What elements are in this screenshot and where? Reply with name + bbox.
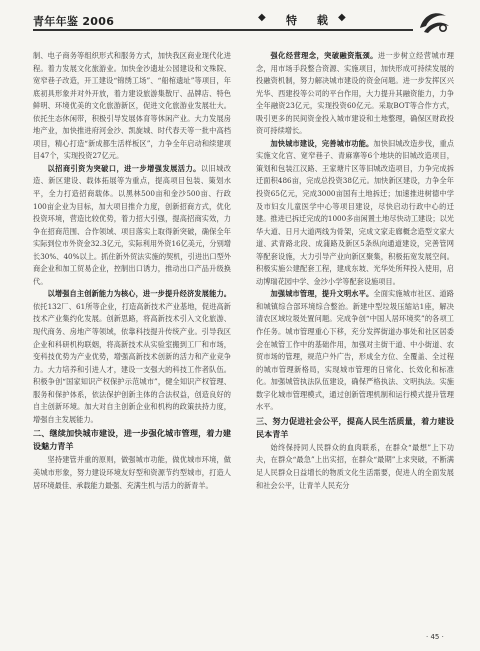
yearbook-title: 青年年鉴 2006 <box>33 15 115 28</box>
paragraph-body: 全面实施城市社区、道路和城镇综合部环境综合整治。新建中型垃圾压缩站1座，解决清农区域垃圾处置问题。完成争创“中国人居环境奖”的各项工作任务。城市管理重心下移，充分发挥街道办事处和社区居委会在城管工作中的基础作用，加强对主街干道、中小街道、农贸市场的管理，规范户外广告，形成全方位、全覆盖、全过程的城市管理新格局，实现城市管理的日常化、长效化和标准化。加强城管执法队伍建设，确保严格执法、文明执法。实施数字化城市管理模式，通过创新管理机制和运行模式提升管理水平。 <box>256 289 454 412</box>
diamond-left-icon: ◆ <box>258 12 266 23</box>
paragraph <box>33 288 231 426</box>
section-heading: 三、努力促进社会公平，提高人民生活质量，着力建设民本青羊 <box>256 415 454 439</box>
paragraph-body: 以旧城改造、新区建设、载体拓展等为重点，提高项目包装、策划水平，全力打造招商载体。以黑林500亩和金沙500亩、行政100亩企业为目标，加大项目推介力度，创新招商方式，优化投资环境，营造比较优势，着力招大引强，提高招商实效，力争在招商范围、合作领域、项目落实上取得新突破，确保全年实际到位市外资金32.3亿元，实际利用外资16亿美元，分别增长30%、40%以上。抓住新外贸法实施的契机，引进出口型外商企业和加工贸易企业，控制出口诱力，推动出口产品升级换代。 <box>33 163 231 286</box>
paragraph-body: 依托132厂、61所等企业，打造高新技术产业基地，促进高新技术产业集约化发展。创新思路，将高新技术引入文化旅游、现代商务、房地产等领域，依靠科技提升传统产业。引导我区企业和科研机构联姻，将高新技术从实验室搬到工厂和市场，变科技优势为产业优势，增强高新技术创新的活力和产业竞争力。大力培养和引进人才，建设一支强大的科技工作者队伍。积极争创“国家知识产权保护示范城市”，健全知识产权管理、服务和保护体系，依法保护创新主体的合法权益，创造良好的自主创新环境。加大对自主创新企业和机构的政策扶持力度，增强自主发展能力。 <box>33 301 231 424</box>
paragraph-lead: 加强城市管理，提升文明水平。 <box>270 289 374 299</box>
paragraph: 始终保持同人民群众的血肉联系，在群众“最想”上下功夫，在群众“最急”上出实招，在群众“最期”上求突破，不断满足人民群众日益增长的物质文化生活需要，促进人的全面发展和社会公平，让青羊人民充分 <box>256 442 454 490</box>
paragraph <box>256 288 454 413</box>
paragraph <box>33 163 231 288</box>
yearbook-emblem-icon <box>416 8 452 36</box>
paragraph-body: 进一步树立经营城市理念，用市场手段整合资源、实施项目，加快形成可持续发展的投融资机制，努力解决城市建设的资金问题。进一步发挥区兴光华、西建投等公司的平台作用，大力提升其融资能力，力争全年融资23亿元，实现投资60亿元。采取BOT等合作方式，吸引更多的民间资金投入城市建设和土地整理，确保区财政投资可持续增长。 <box>256 51 454 136</box>
paragraph <box>256 50 454 138</box>
page-header <box>0 0 480 40</box>
paragraph-lead: 强化经营理念，突破融资瓶颈。 <box>270 51 378 60</box>
section-heading: 二、继续加快城市建设，进一步强化城市管理，着力建设魅力青羊 <box>33 428 231 452</box>
right-column <box>256 50 454 492</box>
header-rule <box>33 29 413 31</box>
paragraph-lead: 以招商引资为突破口，进一步增强发展活力。 <box>47 163 201 173</box>
paragraph <box>256 138 454 289</box>
page-number: · 45 · <box>426 633 444 641</box>
left-column <box>33 50 231 492</box>
diamond-right-icon: ◆ <box>338 12 346 23</box>
paragraph-lead: 以增强自主创新能力为核心，进一步提升经济发展能力。 <box>47 289 231 299</box>
paragraph-body: 加快旧城改造步伐，重点实施文化宫、宽窄巷子、青麻寨等6个地块的旧城改造项目，策划和包装江汉路、王家塘片区等旧城改造项目，力争完成拆迁面积486亩，完成总投资38亿元。加快新区建设，力争全年投资65亿元，完成3000亩国有土地拆迁；加速推进树德中学及市妇女儿童医学中心等项目建设，尽快启动行政中心的迁建。推进已拆迁完成的1000多亩闲置土地尽快动工建设；以光华大道、日月大道两线为骨架，完成文家走廊概念造型文家大道、武青路北段、成蒲路及新区5条纵向通道建设，完善管网等配套设施，大力引导产业向新区聚集，积极拓宽发展空间。积极实施公建配套工程，建成东坡、光华处所拜投入使用，启动博瑞花园中学、金沙小学等配套设施项目。 <box>256 138 454 286</box>
paragraph: 制、电子商务等组织形式和服务方式，加快我区商业现代化进程。着力发展文化旅游业。加快金沙遗址公园建设和文殊院、宽窄巷子改造，开工建设“锦绣工场”、“船棺遗址”等项目，年底初具形象并对外开放，着力建设旅游集散厅、品牌店、特色鲜明、环境优美的文化旅游新区，促进文化旅游业发展壮大。依托生态休闲带，积极引导发展体育等休闲产业。大力发展房地产业，加快推进府河金沙、凯旋城、时代春天等一批中高档项目，精心打造“新成都生活样板区”，力争全年启动和续建项目47个，实现投资27亿元。 <box>33 51 231 161</box>
paragraph: 坚持建管并重的原则，做强城市功能，做优城市环境，做美城市形象，努力建设环境友好型和资源节约型城市，打造人居环境最佳、承载能力最强、充满生机与活力的新青羊。 <box>33 455 231 490</box>
paragraph-lead: 加快城市建设，完善城市功能。 <box>270 138 374 148</box>
section-label: 特 载 <box>286 14 336 27</box>
